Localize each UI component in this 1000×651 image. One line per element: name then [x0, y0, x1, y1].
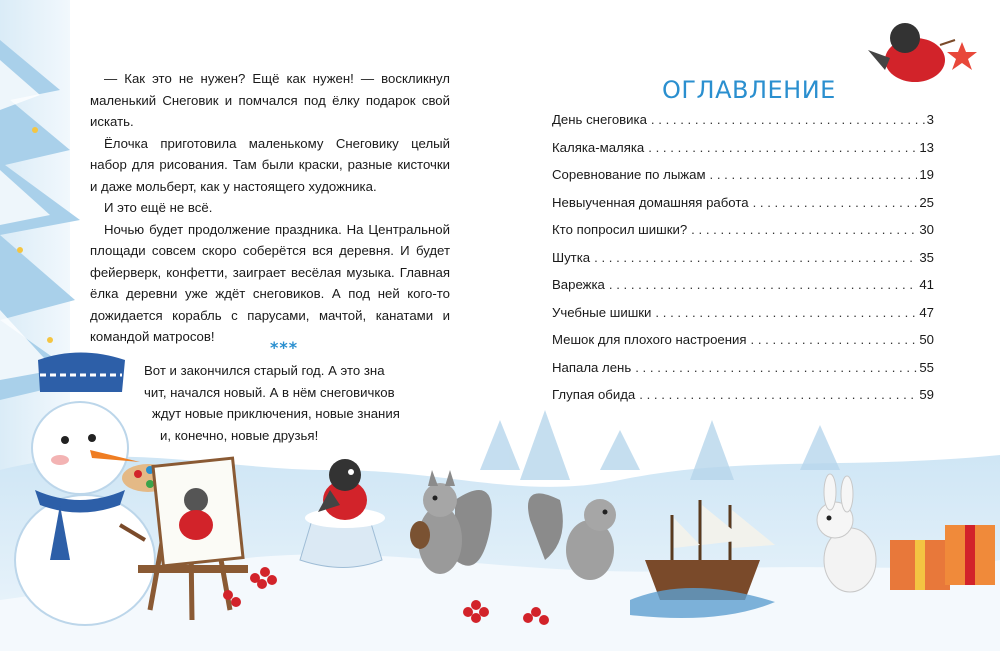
closing-line: Вот и закончился старый год. А это зна [144, 363, 385, 378]
toc-entry-title: Каляка-маляка [552, 139, 645, 155]
toc-leader-dots [651, 106, 925, 134]
toc-entry-title: День снеговика [552, 112, 647, 127]
table-of-contents [552, 106, 934, 409]
toc-entry[interactable] [552, 189, 934, 217]
toc-entry-page: 50 [919, 332, 934, 347]
toc-entry-page: 30 [919, 222, 934, 237]
toc-entry-page: 35 [919, 249, 934, 265]
section-separator: *** [270, 338, 299, 357]
toc-entry-title: Мешок для плохого настроения [552, 332, 747, 347]
toc-entry[interactable] [552, 326, 934, 354]
toc-entry[interactable] [552, 161, 934, 189]
closing-text [144, 360, 404, 446]
toc-entry[interactable] [552, 354, 934, 382]
toc-entry-page: 55 [919, 359, 934, 375]
paragraph: Ночью будет продолжение праздника. На Центральной площади совсем скоро соберётся вся деревня. И будет фейерверк, конфетти, заиграет весёлая музыка. Главная ёлка деревни уже ждёт снеговиков. А под ней кого-то дожидается корабль с парусами, мачтой, канатами и командой матросов! [90, 221, 450, 344]
paragraph: Ёлочка приготовила маленькому Снеговику целый набор для рисования. Там были краски, разные кисточки и даже мольберт, как у настоящего художника. [90, 135, 450, 194]
toc-entry-title: Глупая обида [552, 387, 636, 402]
toc-entry-page: 19 [919, 167, 934, 182]
closing-line: и, конечно, новые друзья! [160, 427, 319, 443]
toc-entry[interactable] [552, 216, 934, 244]
toc-title: ОГЛАВЛЕНИЕ [662, 76, 836, 105]
left-page-text [90, 68, 450, 348]
closing-line: чит, начался новый. А в нём снеговичков [144, 384, 395, 400]
toc-entry[interactable] [552, 271, 934, 299]
toc-entry-title: Кто попросил шишки? [552, 222, 688, 237]
toc-entry-title: Шутка [552, 249, 591, 265]
toc-entry-page: 25 [919, 194, 934, 210]
toc-leader-dots [639, 381, 917, 409]
toc-entry-page: 47 [919, 304, 934, 320]
toc-leader-dots [753, 189, 918, 217]
toc-leader-dots [609, 271, 917, 299]
toc-entry[interactable] [552, 134, 934, 162]
toc-leader-dots [751, 326, 918, 354]
toc-leader-dots [594, 244, 917, 272]
toc-entry-title: Варежка [552, 277, 605, 292]
toc-entry[interactable] [552, 106, 934, 134]
toc-entry-page: 13 [919, 139, 934, 155]
toc-leader-dots [635, 354, 917, 382]
closing-line: ждут новые приключения, новые знания [152, 406, 400, 421]
toc-entry-title: Напала лень [552, 359, 632, 375]
toc-entry-title: Учебные шишки [552, 304, 652, 320]
star-ornament-icon [868, 23, 977, 82]
toc-entry[interactable] [552, 244, 934, 272]
toc-leader-dots [648, 134, 917, 162]
paragraph: И это ещё не всё. [104, 200, 213, 215]
toc-entry-title: Невыученная домашняя работа [552, 194, 749, 210]
toc-entry-page: 59 [919, 387, 934, 402]
toc-leader-dots [655, 299, 917, 327]
toc-entry-page: 41 [919, 277, 934, 292]
toc-entry[interactable] [552, 381, 934, 409]
toc-entry[interactable] [552, 299, 934, 327]
toc-entry-page: 3 [926, 112, 934, 127]
toc-leader-dots [710, 161, 918, 189]
toc-entry-title: Соревнование по лыжам [552, 167, 706, 182]
paragraph: — Как это не нужен? Ещё как нужен! — воскликнул маленький Снеговик и помчался под ёлку подарок свой искать. [90, 71, 450, 129]
toc-leader-dots [691, 216, 917, 244]
